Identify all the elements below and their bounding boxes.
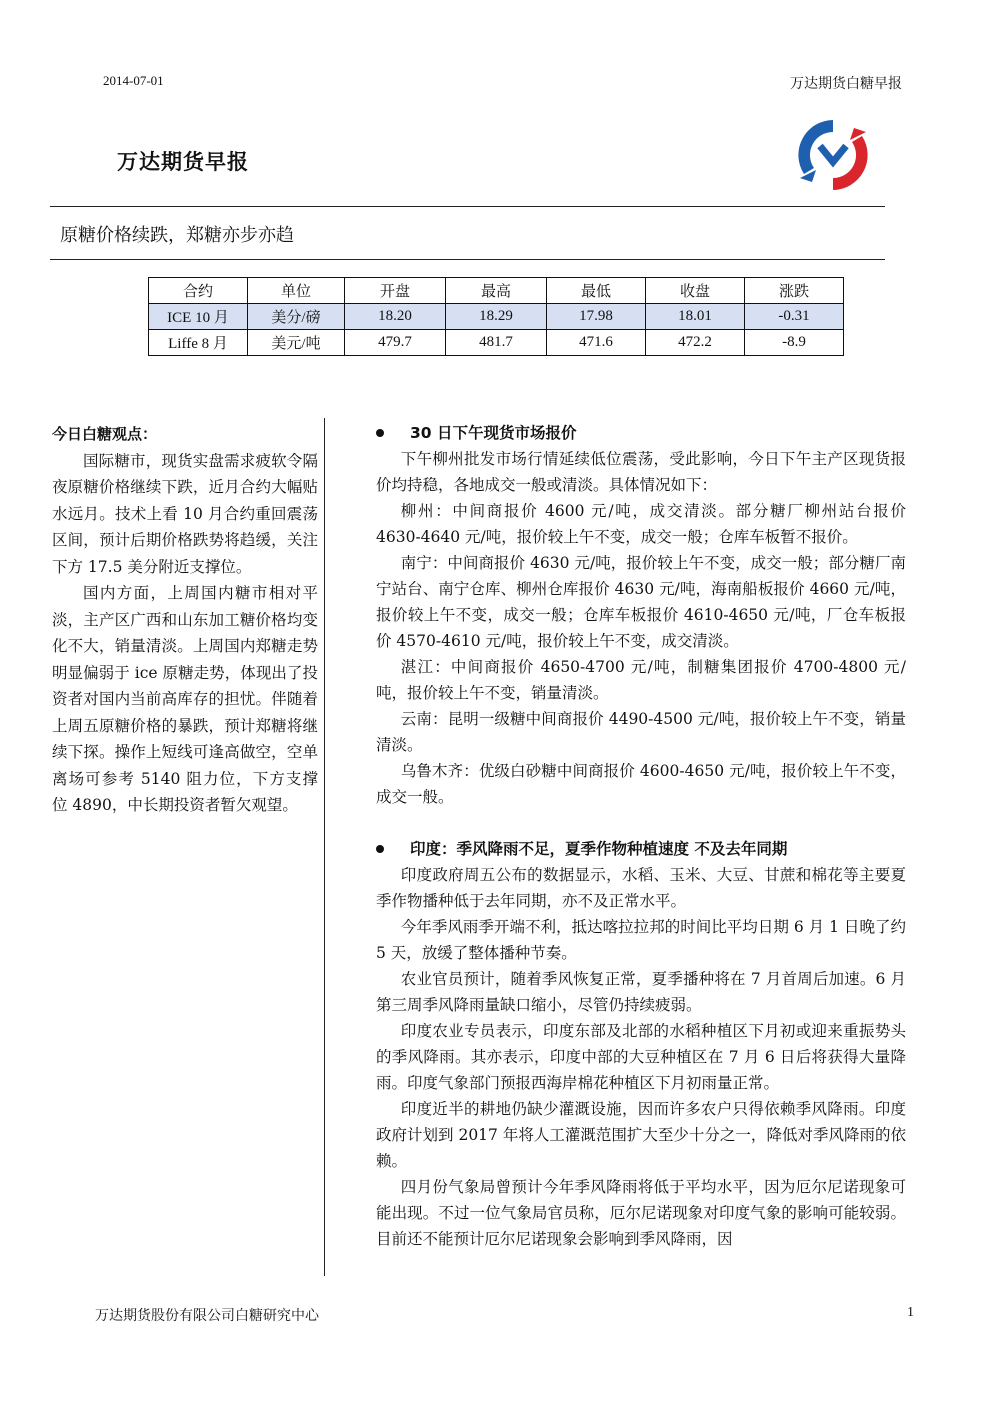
table-cell: 481.7 bbox=[446, 330, 547, 356]
table-cell: ICE 10 月 bbox=[149, 304, 248, 330]
column-header: 涨跌 bbox=[745, 278, 844, 304]
bullet-icon bbox=[376, 429, 384, 437]
table-cell: 471.6 bbox=[547, 330, 646, 356]
section-india-monsoon bbox=[376, 836, 906, 862]
table-cell: 美元/吨 bbox=[248, 330, 345, 356]
table-row bbox=[149, 330, 844, 356]
table-cell: Liffe 8 月 bbox=[149, 330, 248, 356]
outlook-paragraph: 国际糖市，现货实盘需求疲软令隔夜原糖价格继续下跌，近月合约大幅贴水远月。技术上看 10 月合约重回震荡区间，预计后期价格跌势将趋缓，关注下方 17.5 美分附近支撑位。 bbox=[52, 451, 318, 576]
report-date: 2014-07-01 bbox=[103, 73, 164, 88]
table-cell: 18.20 bbox=[345, 304, 446, 330]
outlook-column bbox=[52, 421, 318, 819]
headline: 原糖价格续跌，郑糖亦步亦趋 bbox=[60, 225, 294, 246]
table-cell: -8.9 bbox=[745, 330, 844, 356]
table-cell: 472.2 bbox=[646, 330, 745, 356]
column-header: 开盘 bbox=[345, 278, 446, 304]
news-column bbox=[376, 420, 906, 1252]
section-paragraph: 印度农业专员表示，印度东部及北部的水稻种植区下月初或迎来重振势头的季风降雨。其亦表示，印度中部的大豆种植区在 7 月 6 日后将获得大量降雨。印度气象部门预报西海岸棉花种植区下月初雨量正常。 bbox=[376, 1022, 906, 1092]
publisher-label: 万达期货白糖早报 bbox=[790, 76, 902, 92]
table-cell: 17.98 bbox=[547, 304, 646, 330]
section-paragraph: 印度政府周五公布的数据显示，水稻、玉米、大豆、甘蔗和棉花等主要夏季作物播种低于去年同期，亦不及正常水平。 bbox=[376, 866, 906, 910]
bullet-icon bbox=[376, 845, 384, 853]
section-paragraph: 印度近半的耕地仍缺少灌溉设施，因而许多农户只得依赖季风降雨。印度政府计划到 2017 年将人工灌溉范围扩大至少十分之一，降低对季风降雨的依赖。 bbox=[376, 1100, 906, 1170]
report-title: 万达期货早报 bbox=[117, 150, 249, 174]
section-paragraph: 农业官员预计，随着季风恢复正常，夏季播种将在 7 月首周后加速。6 月第三周季风降雨量缺口缩小，尽管仍持续疲弱。 bbox=[376, 970, 906, 1014]
quote-table bbox=[148, 277, 844, 356]
table-row bbox=[149, 304, 844, 330]
table-cell: 18.29 bbox=[446, 304, 547, 330]
section-spot-prices bbox=[376, 420, 906, 446]
section-title: 30 日下午现货市场报价 bbox=[410, 424, 577, 442]
section-paragraph: 下午柳州批发市场行情延续低位震荡，受此影响，今日下午主产区现货报价均持稳，各地成交一般或清淡。具体情况如下： bbox=[376, 450, 906, 494]
table-cell: 18.01 bbox=[646, 304, 745, 330]
company-logo bbox=[790, 112, 876, 198]
footer-organization: 万达期货股份有限公司白糖研究中心 bbox=[95, 1308, 319, 1324]
section-paragraph: 今年季风雨季开端不利，抵达喀拉拉邦的时间比平均日期 6 月 1 日晚了约 5 天，放缓了整体播种节奏。 bbox=[376, 918, 906, 962]
table-header-row bbox=[149, 278, 844, 304]
column-divider bbox=[324, 418, 325, 1276]
column-header: 合约 bbox=[149, 278, 248, 304]
column-header: 最低 bbox=[547, 278, 646, 304]
title-divider bbox=[50, 206, 885, 207]
column-header: 最高 bbox=[446, 278, 547, 304]
table-cell: 美分/磅 bbox=[248, 304, 345, 330]
section-paragraph: 四月份气象局曾预计今年季风降雨将低于平均水平，因为厄尔尼诺现象可能出现。不过一位气象局官员称，厄尔尼诺现象对印度气象的影响可能较弱。目前还不能预计厄尔尼诺现象会影响到季风降雨，因 bbox=[376, 1178, 906, 1248]
section-paragraph: 南宁：中间商报价 4630 元/吨，报价较上午不变，成交一般；部分糖厂南宁站台、南宁仓库、柳州仓库报价 4630 元/吨，海南船板报价 4660 元/吨，报价较上午不变，成交一般；仓库车板报价 4610-4650 元/吨，厂仓车板报价 4570-4610 元/吨，报价较上午不变，成交清淡。 bbox=[376, 554, 906, 650]
section-paragraph: 云南：昆明一级糖中间商报价 4490-4500 元/吨，报价较上午不变，销量清淡。 bbox=[376, 710, 906, 754]
column-header: 单位 bbox=[248, 278, 345, 304]
outlook-heading: 今日白糖观点： bbox=[52, 425, 158, 443]
table-cell: 479.7 bbox=[345, 330, 446, 356]
section-paragraph: 湛江：中间商报价 4650-4700 元/吨，制糖集团报价 4700-4800 元/吨，报价较上午不变，销量清淡。 bbox=[376, 658, 906, 702]
page-number: 1 bbox=[907, 1305, 914, 1320]
section-paragraph: 柳州：中间商报价 4600 元/吨，成交清淡。部分糖厂柳州站台报价 4630-4640 元/吨，报价较上午不变，成交一般；仓库车板暂不报价。 bbox=[376, 502, 906, 546]
table-cell: -0.31 bbox=[745, 304, 844, 330]
section-paragraph: 乌鲁木齐：优级白砂糖中间商报价 4600-4650 元/吨，报价较上午不变，成交一般。 bbox=[376, 762, 906, 806]
column-header: 收盘 bbox=[646, 278, 745, 304]
section-title: 印度：季风降雨不足，夏季作物种植速度 不及去年同期 bbox=[410, 840, 788, 858]
headline-divider bbox=[50, 259, 885, 260]
outlook-paragraph: 国内方面，上周国内糖市相对平淡，主产区广西和山东加工糖价格均变化不大，销量清淡。上周国内郑糖走势明显偏弱于 ice 原糖走势，体现出了投资者对国内当前高库存的担忧。伴随着上周五原糖价格的暴跌，预计郑糖将继续下探。操作上短线可逢高做空，空单离场可参考 5140 阻力位，下方支撑位 4890，中长期投资者暂欠观望。 bbox=[52, 584, 318, 814]
